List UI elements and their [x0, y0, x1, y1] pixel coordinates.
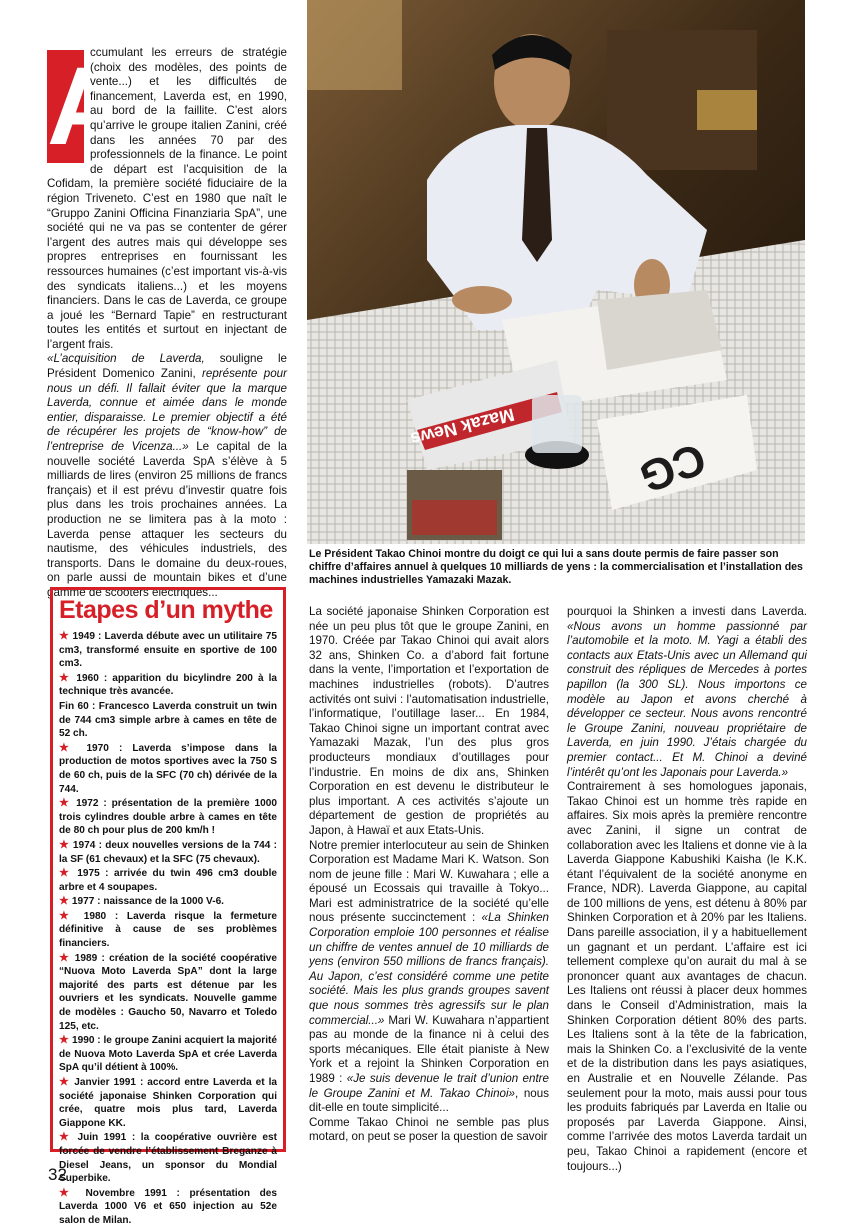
timeline-entry: [59, 672, 277, 699]
watson-text-c: , nous dit-elle en toute simplicité...: [309, 1086, 549, 1115]
timeline-text: 1975 : arrivée du twin 496 cm3 double arbre et 4 soupapes.: [59, 868, 278, 893]
timeline-entry: [59, 1187, 277, 1228]
giappone-paragraph: Contrairement à ses homologues japonais, Takao Chinoi est un homme très rapide en affaires. Six mois après la première rencontre avec Zanini, il signe un contrat de collaboration avec les Italiens et donne vie à la Laverda Giappone Kabushiki Kaisha (le K.K. étant l’équivalent de la société anonyme en France, NDR). Laverda Giappone, au capital de 100 millions de yens, est détenu à 80% par Shinken Corporation et à 20% par les Italiens. Dans pareille association, il y a habituellement un gagnant et un perdant. L’affaire est ici tellement complexe qu’on aurait du mal à se prononcer quant aux avantages de chacun. Les Italiens ont réussi à placer deux hommes dans le Conseil d’Administration, mais la Shinken Corporation détient 80% des parts. Les Italiens sont à la tête de la fabrication, mais la Shinken Co. a l’exclusivité de la vente et de la distribution dans les pays asiatiques, en Australie et en Nouvelle Zélande. Pas seulement pour la moto, mais aussi pour tous les produits fabriqués par Laverda en Italie ou proposés par Laverda Giappone. Ainsi, comme l’arrivée des motos Laverda tardait un peu, Takao Chinoi a rapidement (encore et toujours...): [567, 780, 807, 1173]
timeline-entry: [59, 839, 277, 866]
watson-text-b: Mari W. Kuwahara n’appartient pas au monde de la finance ni à celui des sports mécaniques. Elle était pianiste à New York et a rejoint la Shinken Corporation en 1989 :: [309, 1013, 549, 1085]
intro-text: ccumulant les erreurs de stratégie (choix des modèles, des points de vente...) et les difficultés de financement, Laverda est, en 1990, au bord de la faillite. C’est alors qu’arrive le groupe italien Zanini, créé dans les années 70 par des professionnels de la finance. Le point de départ est l’acquisition de la Cofidam, la première société fiduciaire de la région Triveneto. C’est en 1980 que naît le “Gruppo Zanini Officina Finanziaria SpA”, une société qui ne va pas se contenter de gérer l’argent des autres mais qui développe ses propres entreprises en fournissant les ressources humaines (c’est important vis-à-vis des syndicats italiens...) et les moyens financiers. Dans le cas de Laverda, ce groupe a joué les “Bernard Tapie” en restructurant toutes les entités et surtout en injectant de l’argent frais.: [47, 46, 287, 351]
star-icon: ★: [59, 741, 87, 754]
star-icon: ★: [59, 1186, 86, 1199]
timeline-entry: [59, 1131, 277, 1185]
timeline-entry: [59, 1076, 277, 1130]
star-icon: ★: [59, 951, 75, 964]
star-icon: ★: [59, 867, 78, 880]
star-icon: ★: [59, 838, 73, 851]
why-laverda-quote: «Nous avons un homme passionné par l’automobile et la moto. M. Yagi a établi des contacts aux Etats-Unis avec un Allemand qui construit des répliques de Mercedes à portes papillon (la 300 SL). Nous importons ce modèle au Japon et avons cherché à développer ce secteur. Nous avons rencontré le Groupe Zanini, nouveau propriétaire de Laverda, en juin 1990. J’étais chargée du premier contact... Et M. Chinoi a deviné l’intérêt qu’ont les Japonais pour Laverda.»: [567, 619, 807, 779]
timeline-text: 1980 : Laverda risque la fermeture définitive à cause de ses problèmes financiers.: [59, 910, 278, 950]
star-icon: ★: [59, 1131, 78, 1144]
timeline-text: 1974 : deux nouvelles versions de la 744 : la SF (61 chevaux) et la SFC (75 chevaux).: [59, 839, 277, 865]
timeline-entry: [59, 630, 277, 671]
page-number: 32: [48, 1165, 67, 1184]
quote-zanini-a: «L’acquisition de Laverda,: [47, 352, 205, 366]
timeline-text: 1989 : création de la société coopérative “Nuova Moto Laverda SpA” dont la large majorité des parts est détenue par les ouvriers et les syndicats. Nouvelle gamme de modèles : Gaucho 50, Navarro et Toledo 125, etc.: [59, 952, 277, 1032]
cg-magazine-label: CG: [633, 433, 712, 502]
star-icon: ★: [59, 797, 77, 810]
photo-takao-chinoi: [307, 0, 805, 544]
watson-text-a: Notre premier interlocuteur au sein de Shinken Corporation est Madame Mari K. Watson. Son nom de jeune fille : Mari W. Kuwahara ; elle a épousé un Ecossais qui travaille à Tokyo... Mari est administratrice de la société qu’elle nous présente succinctement :: [309, 838, 549, 925]
timeline-text: Janvier 1991 : accord entre Laverda et la société japonaise Shinken Corporation qui crée, quatre mois plus tard, Laverda Giappone KK.: [59, 1077, 277, 1129]
timeline-text: 1970 : Laverda s’impose dans la production de motos sportives avec la 750 S de 60 ch, puis de la SFC (70 ch) dérivée de la 744.: [59, 742, 277, 795]
capital-text: Le capital de la nouvelle société Laverda SpA s’élève à 5 milliards de lires (environ 25 millions de francs français) et il est prévu d’investir quatre fois plus dans les trois prochaines années. La production ne se limitera pas à la moto : Laverda pense attaquer les secteurs du nautisme, des véhicules industriels, des transports. Dans le domaine du deux-roues, on parle aussi de mountain bikes et d’une gamme de scooters électriques...: [47, 440, 287, 599]
sidebar-title: Etapes d’un mythe: [59, 596, 273, 624]
star-icon: ★: [59, 1034, 72, 1047]
timeline-entry: [59, 700, 277, 741]
middle-column: [309, 605, 549, 1145]
intro-column: [47, 46, 287, 601]
star-icon: ★: [59, 671, 77, 684]
star-icon: ★: [59, 630, 73, 642]
timeline-text: Fin 60 : Francesco Laverda construit un twin de 744 cm3 simple arbre à cames en tête de 52 ch.: [59, 700, 277, 740]
timeline-entry: [59, 1034, 277, 1075]
mazak-news-label: Mazak News: [408, 404, 517, 450]
drop-cap: A: [47, 45, 127, 168]
timeline-entry: [59, 910, 277, 951]
quote-zanini-b: représente pour nous un défi. Il fallait éviter que la marque Laverda, connue et aimée dans le monde entier, disparaisse. Le premier objectif a été de récupérer les projets de “know-how” de l’entreprise de Vicenza...»: [47, 367, 287, 454]
timeline-text: 1977 : naissance de la 1000 V-6.: [71, 896, 224, 908]
quote-zanini-attribution: souligne le Président Domenico Zanini,: [47, 352, 287, 381]
why-laverda-paragraph: [567, 605, 807, 780]
timeline-entry: [59, 797, 277, 838]
timeline-entry: [59, 867, 277, 894]
timeline-list: [59, 630, 277, 1228]
photo-caption: Le Président Takao Chinoi montre du doigt ce qui lui a sans doute permis de faire passer son chiffre d’affaires annuel à quelques 10 milliards de yens : la commercialisation et l’installation des machines industrielles Yamazaki Mazak.: [309, 548, 803, 586]
timeline-text: Novembre 1991 : présentation des Laverda 1000 V6 et 650 injection au 52e salon de Milan.: [59, 1187, 277, 1226]
star-icon: ★: [59, 909, 84, 922]
watson-quote-2: «Je suis devenue le trait d’union entre le Groupe Zanini et M. Takao Chinoi»: [309, 1072, 549, 1100]
why-laverda-text: pourquoi la Shinken a investi dans Laverda.: [567, 605, 807, 618]
timeline-entry: [59, 952, 277, 1034]
timeline-text: 1960 : apparition du bicylindre 200 à la technique très avancée.: [59, 672, 277, 698]
star-icon: ★: [59, 1076, 75, 1088]
shinken-paragraph: La société japonaise Shinken Corporation est née un peu plus tôt que le groupe Zanini, en 1970. Créée par Takao Chinoi qui avait alors 32 ans, Shinken Co. a d’abord fait fortune dans la vente, l’importation et l’exportation de machines industrielles (robots). D’autres activités ont suivi : l’automatisation industrielle, l’informatique, l’outillage laser... En 1984, Takao Chinoi signe un important contrat avec Yamazaki Mazak, l’un des plus gros producteurs mondiaux d’outillages pour l’industrie. En moins de dix ans, Shinken Corporation en est devenu le distributeur le plus important. A ces activités s’ajoute un département de gestion de propriétés au Japon, à Hawaï et aux Etats-Unis.: [309, 605, 549, 837]
timeline-text: 1949 : Laverda débute avec un utilitaire 75 cm3, transformé ensuite en sportive de 100 cm3.: [59, 631, 277, 670]
timeline-text: 1972 : présentation de la première 1000 trois cylindres double arbre à cames en tête de 80 ch pour plus de 200 km/h !: [59, 798, 277, 837]
timeline-entry: [59, 742, 277, 796]
timeline-text: Juin 1991 : la coopérative ouvrière est forcée de vendre l’établissement Breganze à Diesel Jeans, un sponsor du Mondial Superbike.: [59, 1132, 277, 1185]
timeline-text: 1990 : le groupe Zanini acquiert la majorité de Nuova Moto Laverda SpA et crée Laverda SpA qu’il détient à 100%.: [59, 1035, 277, 1074]
star-icon: ★: [59, 895, 72, 908]
watson-paragraph: [309, 839, 549, 1116]
chinoi-paragraph-start: Comme Takao Chinoi ne semble pas plus motard, on peut se poser la question de savoir: [309, 1115, 549, 1144]
timeline-entry: [59, 895, 277, 909]
right-column: [567, 605, 807, 1174]
watson-quote: «La Shinken Corporation emploie 100 personnes et réalise un chiffre de ventes annuel de 10 milliards de yens (environ 550 millions de francs français). Au Japon, c’est considéré comme une petite société. Mais les plus grands groupes savent que nous sommes très agressifs sur le plan commercial...»: [309, 911, 550, 1027]
